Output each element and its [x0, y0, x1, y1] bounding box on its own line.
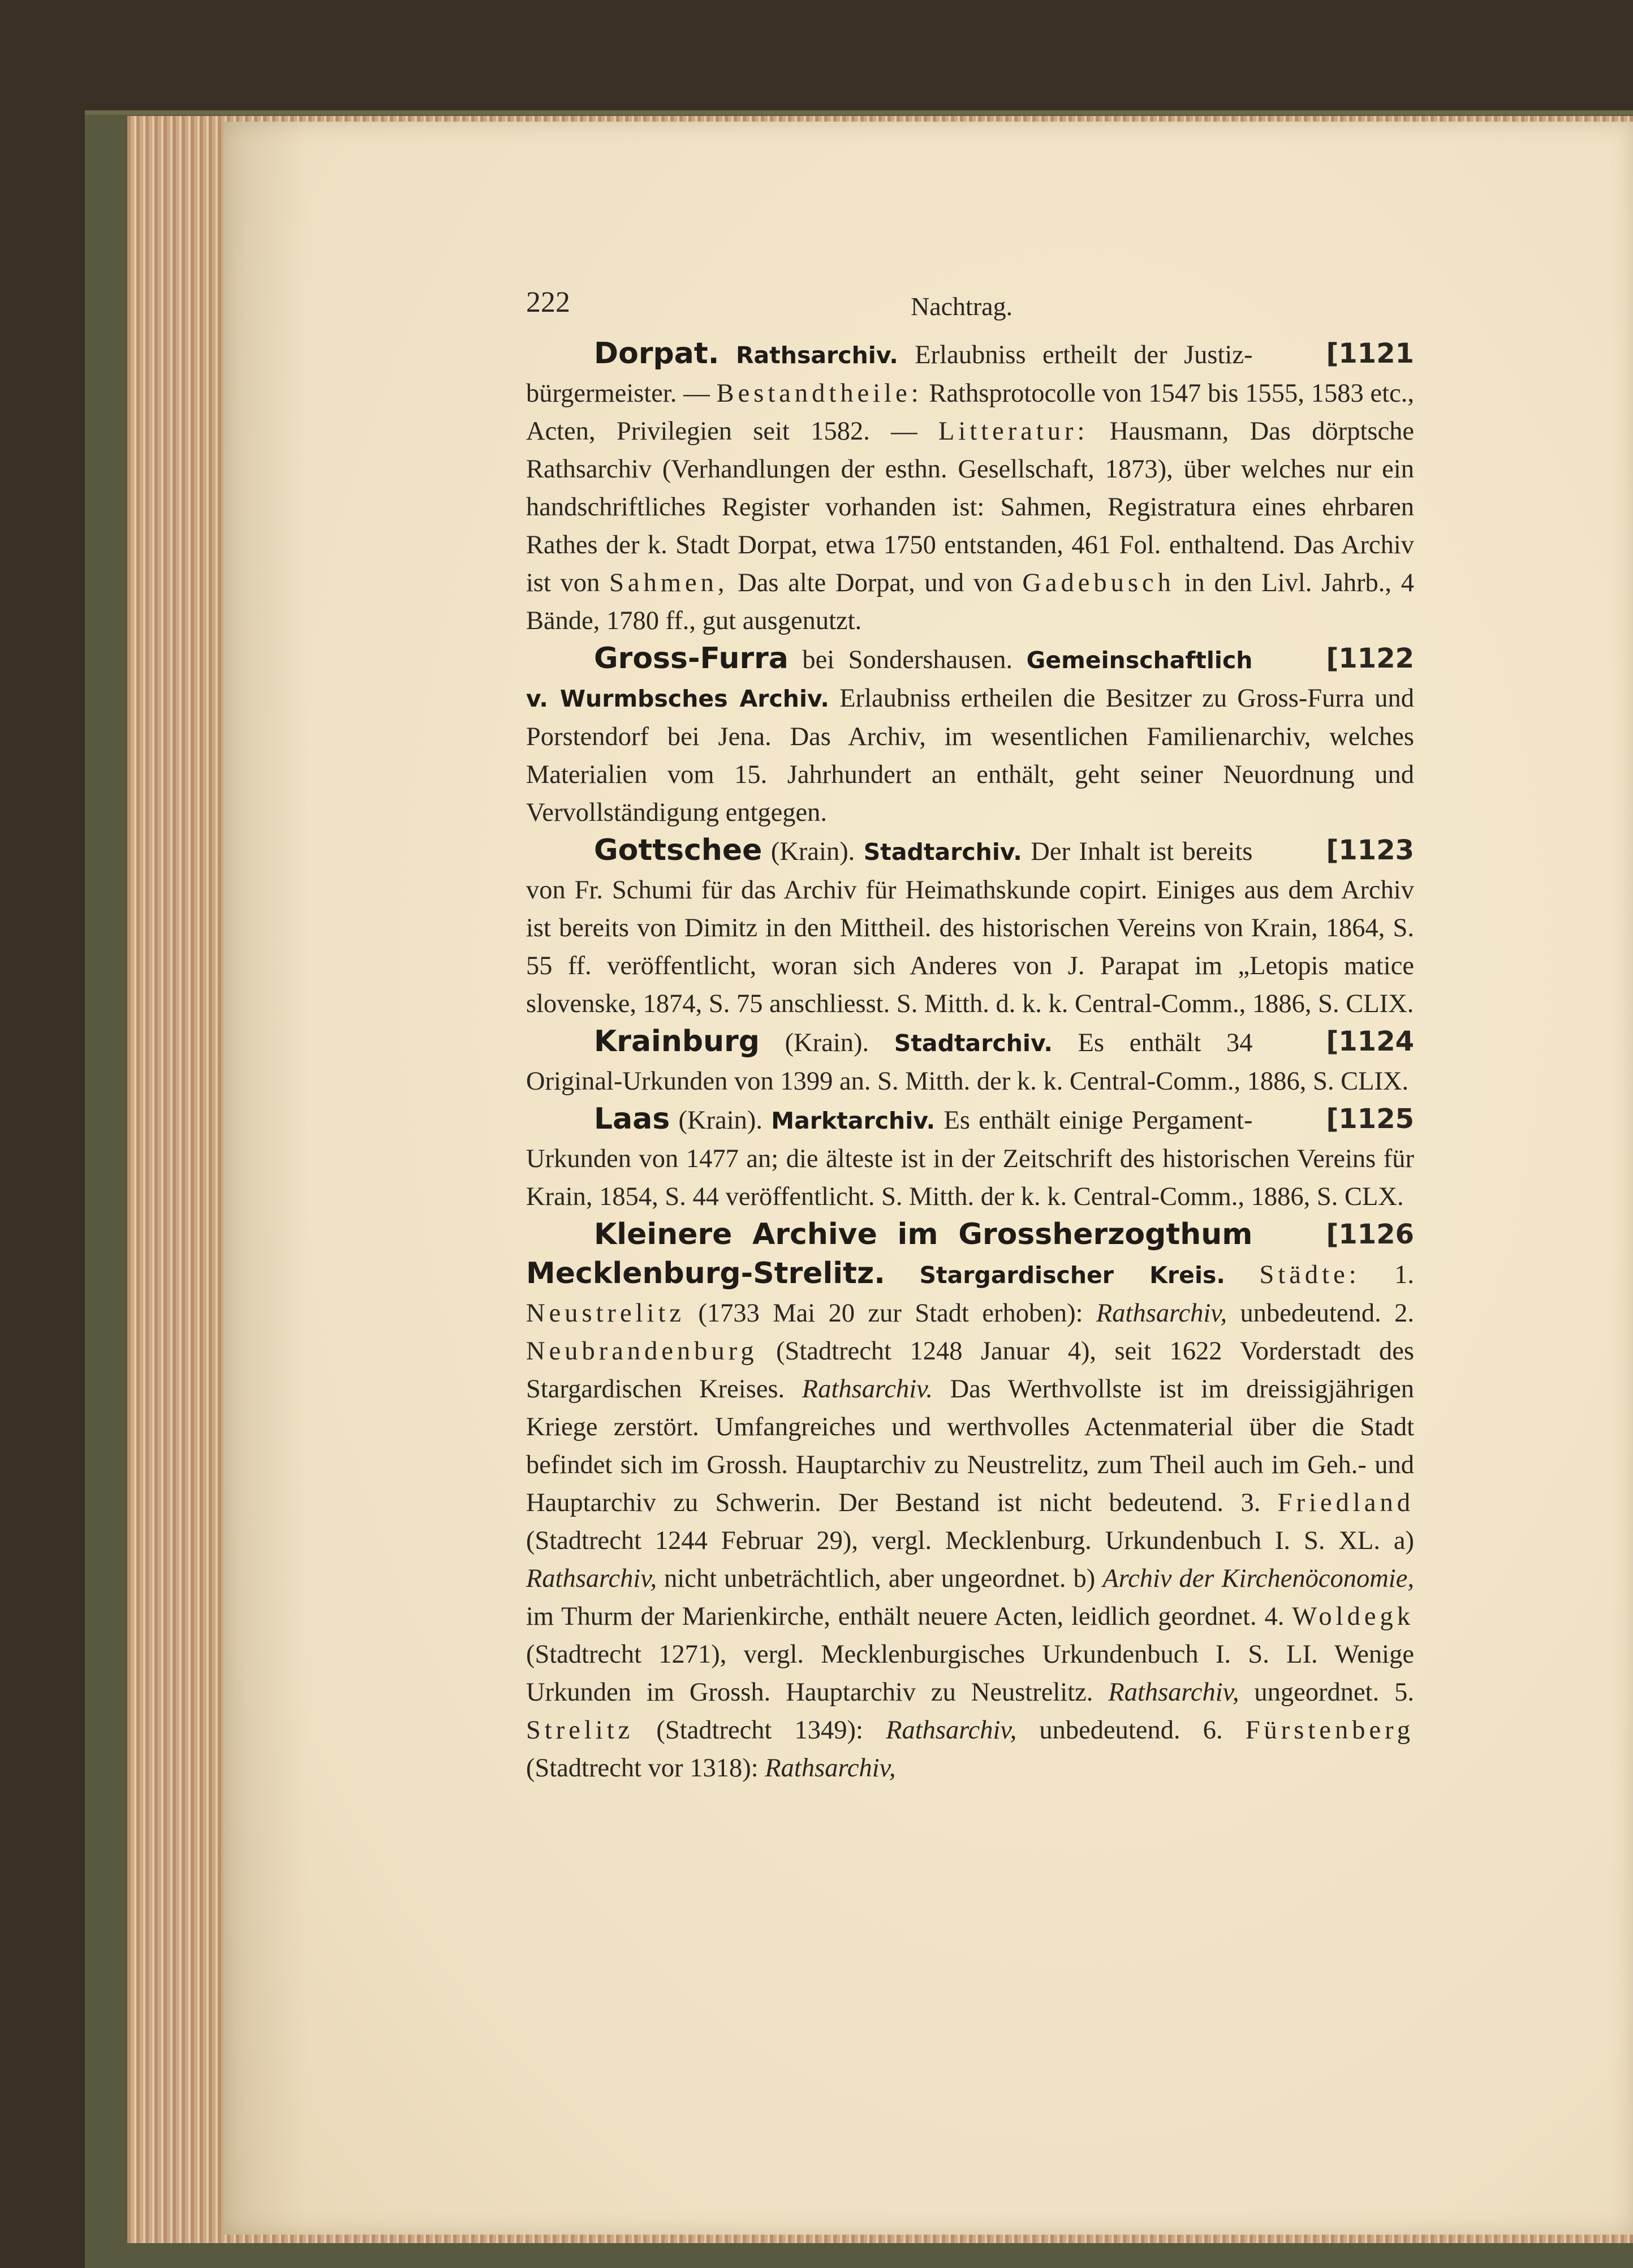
spaced-text: Bestandtheile:	[716, 379, 923, 408]
entry-heading: Krainburg	[594, 1025, 760, 1058]
entry-heading: Dorpat.	[594, 337, 719, 371]
entry-number: [1125	[1326, 1103, 1414, 1135]
spaced-text: Neubrandenburg	[526, 1337, 758, 1366]
entry-text: Es enthält 34 Original-Urkunden von 1399 an. S. Mitth. der k. k. Central-Comm., 1886, S. CLIX.	[526, 1028, 1409, 1096]
entry-text: (1733 Mai 20 zur Stadt erhoben):	[685, 1299, 1096, 1328]
page-number: 222	[526, 286, 570, 319]
entry-text: nicht unbeträchtlich, aber ungeordnet. b)	[657, 1564, 1103, 1593]
entry-heading: Laas	[594, 1102, 670, 1136]
entry-text: (Stadtrecht vor 1318):	[526, 1754, 765, 1783]
entry-text: (Stadtrecht 1244 Februar 29), vergl. Mecklenburg. Urkundenbuch I. S. XL. a)	[526, 1526, 1414, 1555]
entry-4	[526, 1023, 1414, 1100]
entry-subheading: Rathsarchiv.	[735, 342, 898, 369]
entry-text: Erlaubniss ertheilt der Justiz-bürgermeister. —	[526, 341, 1253, 408]
entry-text: unbedeutend. 2.	[1227, 1299, 1414, 1328]
entry-text: (Krain).	[762, 837, 864, 866]
entry-text	[1225, 1260, 1259, 1289]
entry-2	[526, 640, 1414, 832]
entry-heading: Gross-Furra	[594, 642, 789, 675]
entry-text: Das alte Dorpat, und von	[728, 569, 1023, 597]
entry-text: Es enthält einige Pergament-Urkunden von 1477 an; die älteste ist in der Zeitschrift des historischen Vereins für Krain, 1854, S. 44 veröffentlicht. S. Mitth. der k. k. Central-Comm., 1886, S. CLX.	[526, 1106, 1414, 1211]
entry-text: unbedeutend. 6.	[1016, 1716, 1246, 1745]
spaced-text: Neustrelitz	[526, 1299, 686, 1328]
entry-text: (Stadtrecht 1248 Januar 4), seit 1622 Vorderstadt des Stargardischen Kreises.	[526, 1337, 1414, 1404]
entry-1	[526, 335, 1414, 640]
entry-number: [1122	[1326, 643, 1414, 674]
entry-text: (Krain).	[670, 1106, 772, 1135]
entry-text: ungeordnet. 5.	[1239, 1678, 1414, 1707]
italic-text: Rathsarchiv,	[886, 1716, 1017, 1745]
entry-heading: Gottschee	[594, 833, 762, 867]
entry-6	[526, 1216, 1414, 1787]
entry-text: in den Livl. Jahrb., 4 Bände, 1780 ff., gut ausgenutzt.	[526, 569, 1414, 635]
spaced-text: Litteratur:	[938, 417, 1089, 446]
entry-subheading: Gemeinschaftlich v. Wurmbsches Archiv.	[526, 647, 1253, 712]
entry-3	[526, 832, 1414, 1023]
entry-text: im Thurm der Marienkirche, enthält neuere Acten, leidlich geordnet. 4.	[526, 1602, 1292, 1631]
spaced-text: Friedland	[1277, 1488, 1414, 1517]
italic-text: Rathsarchiv,	[765, 1754, 896, 1783]
entry-number: [1121	[1326, 338, 1414, 369]
running-title: Nachtrag.	[911, 292, 1013, 321]
italic-text: Archiv der Kirchenöconomie,	[1102, 1564, 1414, 1593]
spaced-text: Sahmen,	[609, 569, 729, 597]
entry-text	[885, 1260, 919, 1289]
spaced-text: Strelitz	[526, 1716, 634, 1745]
entry-number: [1123	[1326, 834, 1414, 866]
italic-text: Rathsarchiv,	[1108, 1678, 1239, 1707]
italic-text: Rathsarchiv,	[526, 1564, 657, 1593]
entry-subheading: Marktarchiv.	[771, 1107, 936, 1134]
entry-text: Der Inhalt ist bereits von Fr. Schumi für das Archiv für Heimathskunde copirt. Einiges aus dem Archiv ist bereits von Dimitz in den Mittheil. des historischen Vereins von Krain, 1864, S. 55 ff. veröffentlicht, woran sich Anderes von J. Parapat im „Letopis matice slovenske, 1874, S. 75 anschliesst. S. Mitth. d. k. k. Central-Comm., 1886, S. CLIX.	[526, 837, 1414, 1018]
entry-subheading: Stadtarchiv.	[863, 838, 1022, 866]
entry-subheading: Stadtarchiv.	[894, 1030, 1053, 1057]
italic-text: Rathsarchiv.	[802, 1375, 933, 1404]
entry-subheading: Stargardischer Kreis.	[919, 1262, 1225, 1289]
spaced-text: Gadebusch	[1022, 569, 1175, 597]
entry-number: [1126	[1326, 1219, 1414, 1250]
entry-text: Hausmann, Das dörptsche Rathsarchiv (Verhandlungen der esthn. Gesellschaft, 1873), über welches nur ein handschriftliches Register vorhanden ist: Sahmen, Registratura eines ehrbaren Rathes der k. Stadt Dorpat, etwa 1750 entstanden, 461 Fol. enthaltend. Das Archiv ist von	[526, 417, 1414, 597]
entry-text: (Stadtrecht 1271), vergl. Mecklenburgisches Urkundenbuch I. S. LI. Wenige Urkunden im Grossh. Hauptarchiv zu Neustrelitz.	[526, 1640, 1414, 1707]
body-text	[526, 335, 1414, 1787]
entry-text: Das Werthvollste ist im dreissigjährigen Kriege zerstört. Umfangreiches und werthvolles Actenmaterial über die Stadt befindet sich im Grossh. Hauptarchiv zu Neustrelitz, zum Theil auch im Geh.- und Hauptarchiv zu Schwerin. Der Bestand ist nicht bedeutend. 3.	[526, 1375, 1414, 1517]
entry-5	[526, 1100, 1414, 1216]
page-header	[526, 286, 1375, 331]
entry-text: (Krain).	[759, 1028, 894, 1057]
spaced-text: Städte:	[1259, 1260, 1360, 1289]
italic-text: Rathsarchiv,	[1096, 1299, 1227, 1328]
entry-text: (Stadtrecht 1349):	[634, 1716, 886, 1745]
entry-text	[719, 341, 735, 369]
entry-text: bei Sondershausen.	[788, 645, 1027, 674]
entry-text: 1.	[1360, 1260, 1414, 1289]
entry-number: [1124	[1326, 1026, 1414, 1057]
entry-text: Rathsprotocolle von 1547 bis 1555, 1583 etc., Acten, Privilegien seit 1582. —	[526, 379, 1415, 446]
spaced-text: Woldegk	[1292, 1602, 1414, 1631]
entry-text: Erlaubniss ertheilen die Besitzer zu Gross-Furra und Porstendorf bei Jena. Das Archiv, im wesentlichen Familienarchiv, welches Materialien vom 15. Jahrhundert an enthält, geht seiner Neuordnung und Vervollständigung entgegen.	[526, 684, 1414, 827]
entry-heading: Kleinere Archive im Grossherzogthum Mecklenburg-Strelitz.	[526, 1217, 1253, 1290]
spaced-text: Fürstenberg	[1245, 1716, 1414, 1745]
